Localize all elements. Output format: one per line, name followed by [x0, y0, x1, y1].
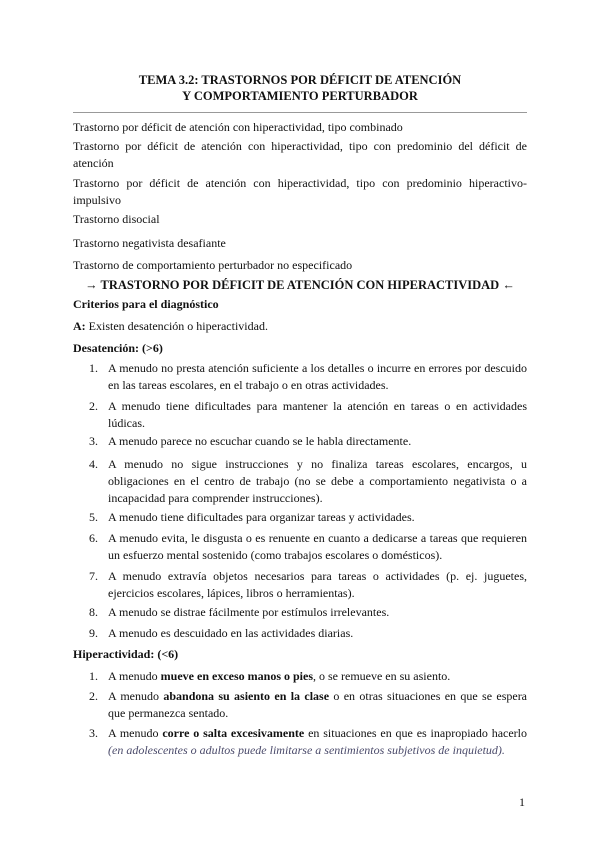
criterion-a-label: A:: [73, 319, 86, 333]
list-item-text: A menudo no sigue instrucciones y no finaliza tareas escolares, encargos, u obligaciones en el centro de trabajo (no se debe a comportamiento negativista o a incapacidad para comprender instrucciones).: [108, 457, 527, 505]
italic-note: (en adolescentes o adultos puede limitarse a sentimientos subjetivos de inquietud).: [108, 743, 505, 757]
list-item-text: A menudo mueve en exceso manos o pies, o se remueve en su asiento.: [108, 669, 451, 683]
emphasis: abandona su asiento en la clase: [163, 689, 330, 703]
intro-item: Trastorno por déficit de atención con hiperactividad, tipo combinado: [73, 120, 403, 134]
intro-item: Trastorno disocial: [73, 212, 160, 226]
title-divider: [73, 112, 527, 113]
page-number: 1: [519, 795, 525, 809]
list-item-text: A menudo abandona su asiento en la clase o en otras situaciones en que se espera que permanezca sentado.: [108, 689, 528, 720]
criteria-heading: Criterios para el diagnóstico: [73, 297, 219, 311]
criterion-a: [73, 318, 527, 335]
hyperactivity-heading: Hiperactividad: (<6): [73, 647, 179, 661]
title-line-1: TEMA 3.2: TRASTORNOS POR DÉFICIT DE ATENCIÓN: [138, 73, 462, 87]
list-item-text: A menudo parece no escuchar cuando se le habla directamente.: [108, 434, 412, 448]
section-heading: → TRASTORNO POR DÉFICIT DE ATENCIÓN CON HIPERACTIVIDAD ←: [85, 278, 515, 292]
list-item-text: A menudo no presta atención suficiente a los detalles o incurre en errores por descuido en las tareas escolares, en el trabajo o en otras actividades.: [108, 361, 527, 392]
list-item-text: A menudo corre o salta excesivamente en situaciones en que es inapropiado hacerlo (en adolescentes o adultos puede limitarse a sentimientos subjetivos de inquietud).: [108, 726, 528, 757]
emphasis: corre o salta excesivamente: [162, 726, 305, 740]
list-item-text: A menudo se distrae fácilmente por estímulos irrelevantes.: [108, 605, 390, 619]
criterion-a-text: Existen desatención o hiperactividad.: [85, 319, 268, 333]
list-item-text: A menudo extravía objetos necesarios para tareas o actividades (p. ej. juguetes, ejercicios escolares, lápices, libros o herramientas).: [108, 569, 527, 600]
list-item-text: A menudo tiene dificultades para organizar tareas y actividades.: [108, 510, 415, 524]
title-line-2: Y COMPORTAMIENTO PERTURBADOR: [182, 89, 418, 103]
intro-item: Trastorno negativista desafiante: [73, 236, 226, 250]
list-item-text: A menudo es descuidado en las actividades diarias.: [108, 626, 354, 640]
intro-item: Trastorno de comportamiento perturbador no especificado: [73, 258, 353, 272]
list-item-text: A menudo tiene dificultades para mantener la atención en tareas o en actividades lúdicas.: [108, 399, 527, 430]
page-title: [73, 72, 527, 104]
intro-item: Trastorno por déficit de atención con hiperactividad, tipo con predominio hiperactivo-impulsivo: [73, 176, 527, 207]
inattention-heading: Desatención: (>6): [73, 341, 163, 355]
emphasis: mueve en exceso manos o pies: [160, 669, 313, 683]
intro-item: Trastorno por déficit de atención con hiperactividad, tipo con predominio del déficit de atención: [73, 139, 527, 170]
list-item-text: A menudo evita, le disgusta o es renuente en cuanto a dedicarse a tareas que requieren un esfuerzo mental sostenido (como trabajos escolares o domésticos).: [108, 531, 527, 562]
